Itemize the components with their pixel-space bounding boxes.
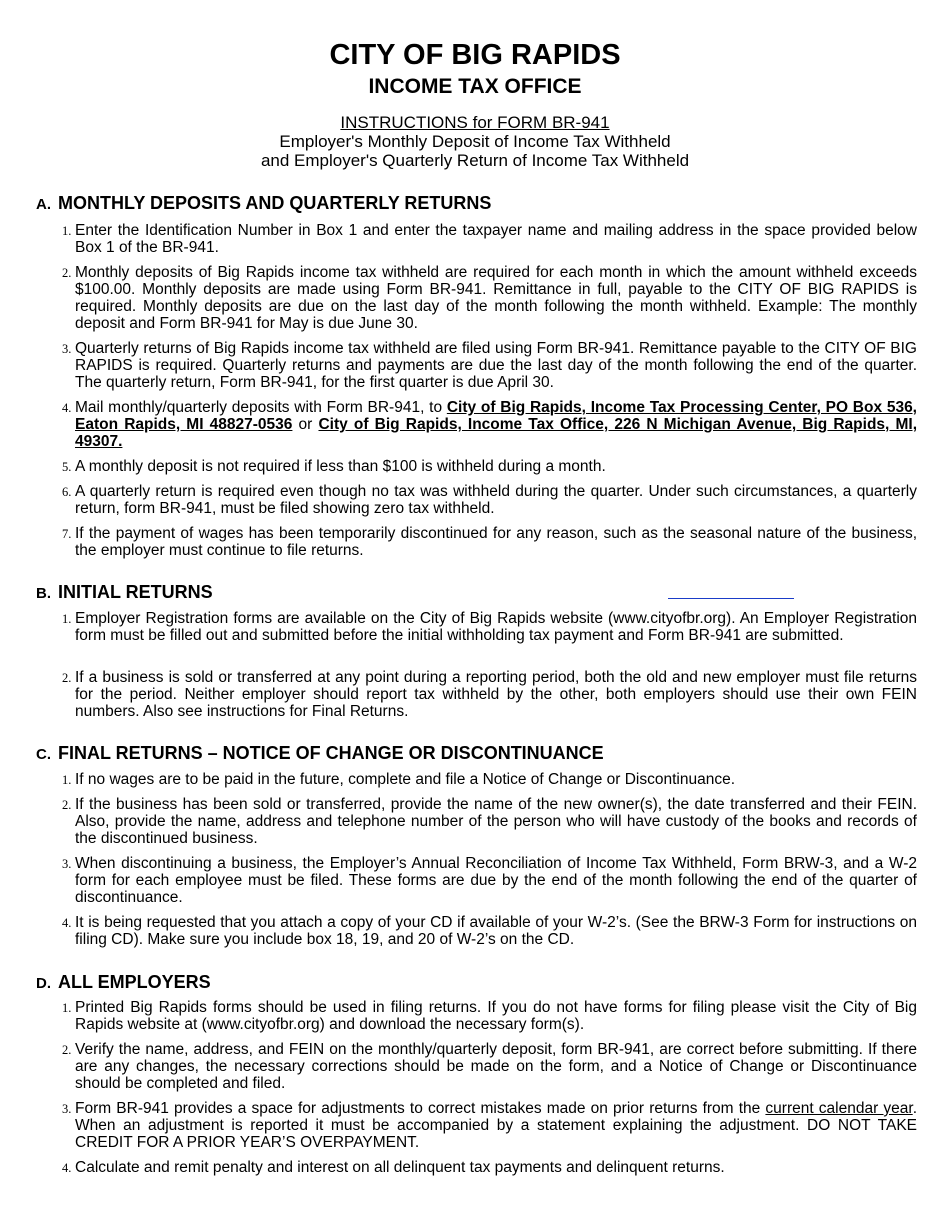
item-text [62, 1100, 917, 1151]
section-letter: B. [36, 585, 51, 602]
list-item [62, 914, 917, 948]
item-text: Verify the name, address, and FEIN on the monthly/quarterly deposit, form BR-941, are correct before submitting. If there are any changes, the necessary corrections should be made on the form, and a Notice of Change or Discontinuance should be completed and filed. [75, 1041, 917, 1092]
item-number: 3. [62, 1102, 72, 1116]
item-text: If no wages are to be paid in the future, complete and file a Notice of Change or Discontinuance. [75, 771, 736, 788]
item-number: 2. [62, 266, 72, 280]
item-number: 1. [62, 224, 72, 238]
item-number: 4. [62, 401, 72, 415]
section-title: FINAL RETURNS – NOTICE OF CHANGE OR DISCONTINUANCE [58, 743, 604, 763]
list-item [62, 999, 917, 1033]
item-text: Employer Registration forms are available on the City of Big Rapids website (www.cityofbr.org). An Employer Registration form must be filled out and submitted before the initial withholding tax payment and Form BR-941 are submitted. [75, 610, 917, 644]
income-tax-office-address: City of Big Rapids, Income Tax Office, 226 N Michigan Avenue, Big Rapids, MI, 49307. [75, 416, 918, 450]
item-text: A quarterly return is required even though no tax was withheld during the quarter. Under such circumstances, a quarterly return, form BR-941, must be filed showing zero tax withheld. [75, 483, 917, 517]
item-text-part: Form BR-941 provides a space for adjustments to correct mistakes made on prior returns from the [75, 1100, 766, 1117]
item-text: Monthly deposits of Big Rapids income tax withheld are required for each month in which the amount withheld exceeds $100.00. Monthly deposits are made using Form BR-941. Remittance in full, payable to the CITY OF BIG RAPIDS is required. Monthly deposits are due on the last day of the month following the month withheld. Example: The monthly deposit and Form BR-941 for May is due June 30. [75, 264, 917, 332]
list-item [62, 796, 917, 847]
item-text: Quarterly returns of Big Rapids income tax withheld are filed using Form BR-941. Remittance payable to the CITY OF BIG RAPIDS is required. Quarterly returns and payments are due the last day of the month following the end of the quarter. The quarterly return, Form BR-941, for the first quarter is due April 30. [75, 340, 917, 391]
section-title: MONTHLY DEPOSITS AND QUARTERLY RETURNS [58, 193, 492, 213]
item-number: 1. [62, 773, 72, 787]
hyperlink-underline [668, 598, 794, 599]
office-title: INCOME TAX OFFICE [368, 75, 582, 98]
item-text: Printed Big Rapids forms should be used in filing returns. If you do not have forms for filing please visit the City of Big Rapids website at (www.cityofbr.org) and download the necessary form(s). [75, 999, 917, 1033]
item-number: 4. [62, 916, 72, 930]
list-item [62, 610, 917, 644]
section-letter: C. [36, 746, 51, 763]
list-item [62, 340, 917, 391]
city-title: CITY OF BIG RAPIDS [329, 39, 621, 71]
section-title: ALL EMPLOYERS [58, 972, 211, 992]
section-title: INITIAL RETURNS [58, 582, 213, 602]
section-c-heading [36, 742, 604, 766]
section-b-heading [36, 581, 213, 605]
item-text: If a business is sold or transferred at any point during a reporting period, both the old and new employer must file returns for the period. Neither employer should report tax withheld by the other, both employers should use their own FEIN numbers. Also see instructions for Final Returns. [75, 669, 917, 720]
section-letter: D. [36, 975, 51, 992]
item-number: 1. [62, 1001, 72, 1015]
section-a-heading [36, 192, 491, 216]
list-item [62, 669, 917, 720]
item-number: 5. [62, 460, 72, 474]
item-number: 2. [62, 671, 72, 685]
item-number: 6. [62, 485, 72, 499]
item-text-part: . When an adjustment is reported it must be accompanied by a statement explaining the adjustment. DO NOT TAKE CREDIT FOR A PRIOR YEAR’S OVERPAYMENT. [75, 1100, 918, 1151]
item-text: If the payment of wages has been temporarily discontinued for any reason, such as the seasonal nature of the business, the employer must continue to file returns. [75, 525, 917, 559]
list-item [62, 458, 917, 475]
item-number: 2. [62, 798, 72, 812]
list-item [62, 771, 917, 788]
item-number: 7. [62, 527, 72, 541]
form-subtitle-line1: Employer's Monthly Deposit of Income Tax Withheld [279, 132, 671, 151]
section-letter: A. [36, 196, 51, 213]
processing-center-address: City of Big Rapids, Income Tax Processing Center, PO Box 536, Eaton Rapids, MI 48827-0536 [75, 399, 917, 433]
item-text: If the business has been sold or transferred, provide the name of the new owner(s), the date transferred and their FEIN. Also, provide the name, address and telephone number of the person who will have custody of the books and records of the discontinued business. [75, 796, 917, 847]
item-number: 3. [62, 342, 72, 356]
instructions-title [0, 113, 950, 132]
item-text-part: or [292, 416, 319, 433]
list-item [62, 222, 917, 256]
list-item [62, 399, 917, 450]
list-item [62, 264, 917, 332]
item-number: 2. [62, 1043, 72, 1057]
form-subtitle-line2: and Employer's Quarterly Return of Income Tax Withheld [260, 151, 690, 170]
item-text: A monthly deposit is not required if less than $100 is withheld during a month. [75, 458, 606, 475]
item-text [62, 399, 917, 450]
item-number: 3. [62, 857, 72, 871]
item-text: It is being requested that you attach a copy of your CD if available of your W-2’s. (See the BRW-3 Form for instructions on filing CD). Make sure you include box 18, 19, and 20 of W-2’s on the CD. [75, 914, 917, 948]
item-text: Enter the Identification Number in Box 1 and enter the taxpayer name and mailing address in the space provided below Box 1 of the BR-941. [75, 222, 917, 256]
list-item [62, 1041, 917, 1092]
item-number: 1. [62, 612, 72, 626]
item-number: 4. [62, 1161, 72, 1175]
item-text: When discontinuing a business, the Employer’s Annual Reconciliation of Income Tax Withheld, Form BRW-3, and a W-2 form for each employee must be filed. These forms are due by the end of the month following the end of the quarter of discontinuance. [75, 855, 917, 906]
list-item [62, 1159, 917, 1176]
list-item [62, 1100, 917, 1151]
current-calendar-year-emphasis: current calendar year [765, 1100, 913, 1117]
item-text-part: Mail monthly/quarterly deposits with Form BR-941, to [75, 399, 447, 416]
list-item [62, 483, 917, 517]
list-item [62, 525, 917, 559]
instructions-title-text: INSTRUCTIONS for FORM BR-941 [340, 113, 610, 132]
item-text: Calculate and remit penalty and interest on all delinquent tax payments and delinquent returns. [75, 1159, 725, 1176]
section-d-heading [36, 971, 211, 995]
list-item [62, 855, 917, 906]
